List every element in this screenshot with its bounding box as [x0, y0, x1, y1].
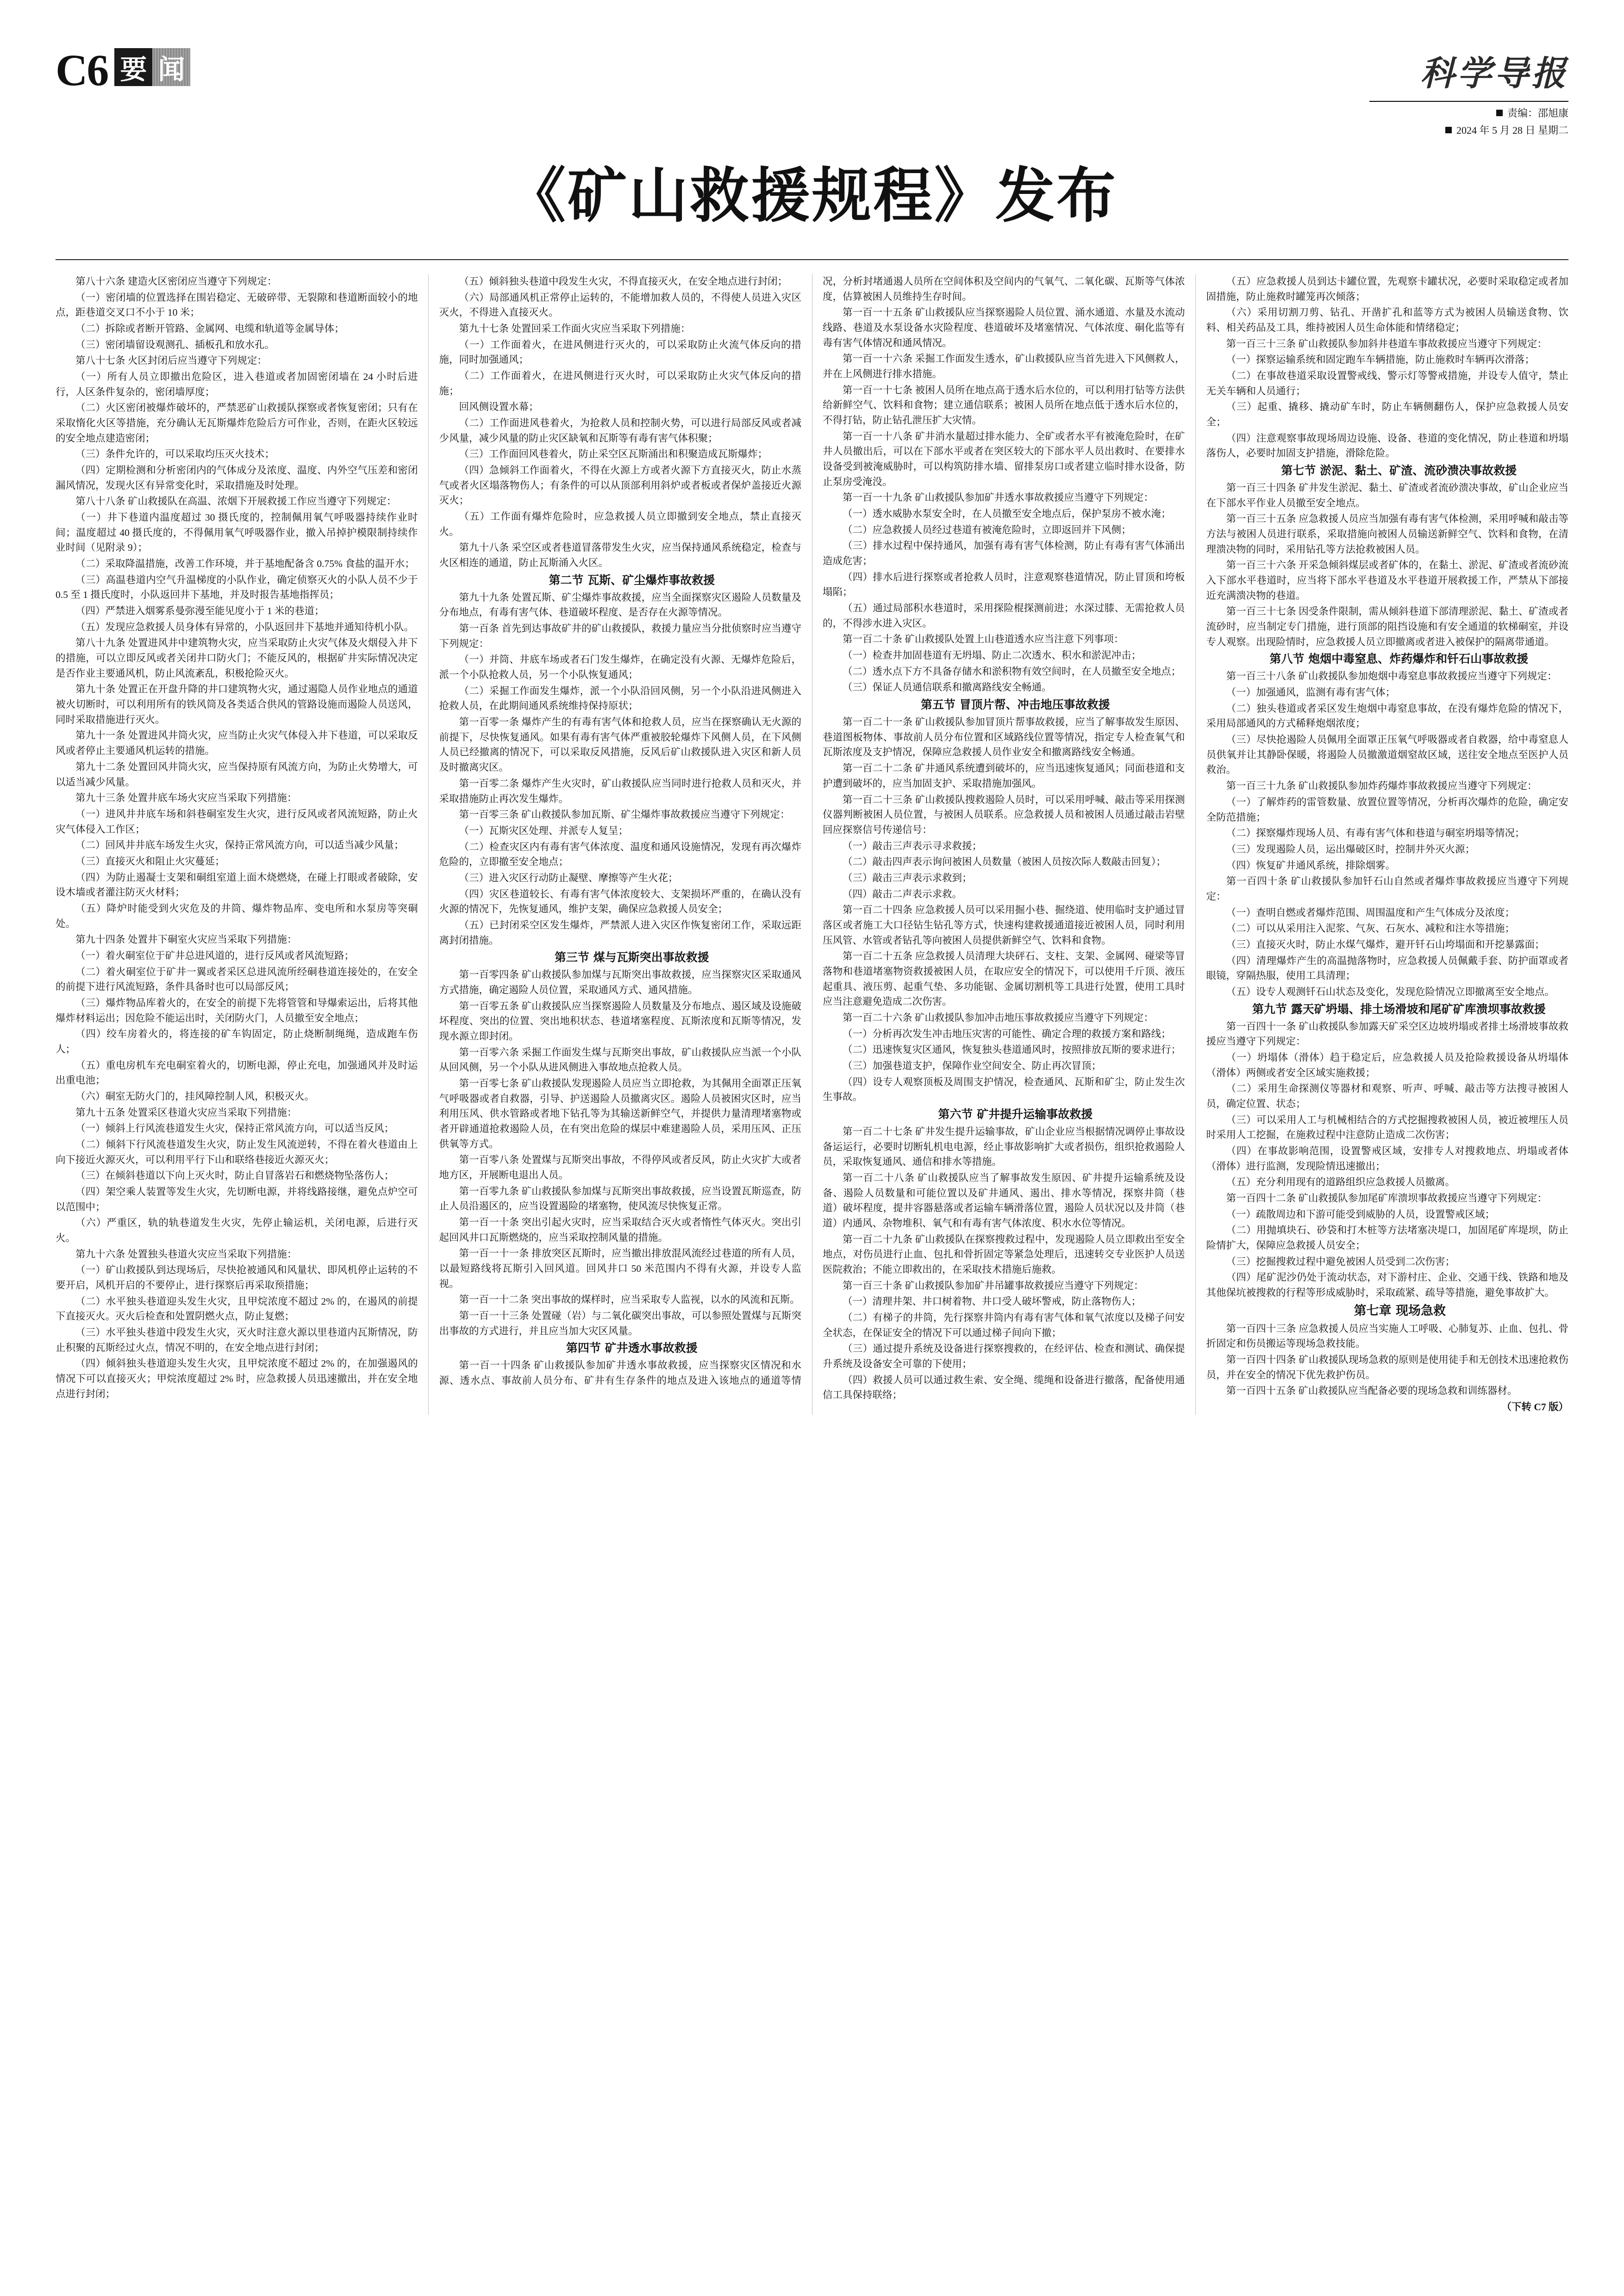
editor-line [1369, 101, 1568, 120]
masthead-left [56, 42, 190, 93]
section-char-2: 闻 [152, 48, 190, 86]
article-paragraph: 第八十九条 处置进风井中建筑物火灾，应当采取防止火灾气体及火烟侵入井下的措施，可以立即反风或者关闭井口防火门；不能反风的，根据矿井实际情况决定是否作业主要通风机，防止风流紊乱，积极抢险灭火。 [56, 637, 418, 679]
section-heading: 第八节 炮烟中毒窒息、炸药爆炸和钎石山事故救援 [1269, 652, 1529, 666]
article-paragraph: 第一百三十八条 矿山救援队参加炮烟中毒窒息事故救援应当遵守下列规定： [1226, 671, 1557, 682]
article-paragraph: （四）倾斜独头巷道迎头发生火灾，且甲烷浓度不超过 2% 的，在加强遏风的情况下可以直接灭火；甲烷浓度超过 2% 时，应急救援人员迅速撤出，并在安全地点进行封闭； [56, 1358, 418, 1400]
article-paragraph: （四）恢复矿井通风系统，排除烟雾。 [1226, 859, 1396, 871]
article-paragraph: 第一百零六条 采掘工作面发生煤与瓦斯突出事故，矿山救援队应当派一个小队从回风侧，另一个小队从进风侧进入事故地点抢救人员。 [439, 1046, 801, 1073]
article-paragraph: （三）保证人员通信联系和撤离路线安全畅通。 [843, 682, 1052, 693]
article-paragraph: 第一百一十一条 排放突区瓦斯时，应当撤出排放混风流经过巷道的所有人员，以最短路线将瓦斯引入回风道。回风井口 50 米范围内不得有火源，并设专人监视。 [439, 1248, 801, 1289]
article-paragraph: （四）在事故影响范围，设置警戒区域，安排专人对搜救地点、坍塌或者体（滑体）进行监测，发现险情迅速撤出； [1206, 1145, 1568, 1172]
article-paragraph: 第一百二十五条 应急救援人员清理大块砰石、支柱、支架、金属网、碰梁等冒落物和巷道堵塞物资救援被困人员，在取应安全的情况下，可以使用千斤顶、液压起重具、液压剪、起重气垫、多功能锯、金属切割机等工具进行处置，使用工具时应当注意避免造成二次伤害。 [823, 951, 1185, 1008]
article-paragraph: 第一百四十条 矿山救援队参加钎石山自然或者爆炸事故救援应当遵守下列规定： [1206, 876, 1568, 902]
masthead-right [1369, 42, 1568, 137]
article-paragraph: 第九十四条 处置井下硐室火灾应当采取下列措施： [75, 934, 297, 946]
article-paragraph: （五）工作面有爆炸危险时，应急救援人员立即撤到安全地点，禁止直接灭火。 [439, 511, 801, 537]
article-paragraph: 第一百四十四条 矿山救援队现场急救的原则是使用徒手和无创技术迅速抢救伤员，并在安全的情况下优先救护伤员。 [1206, 1354, 1568, 1381]
article-paragraph: 第一百零四条 矿山救援队参加煤与瓦斯突出事故救援，应当探察灾区采取通风方式措施，确定遏险人员位置，采取通风方式、通风措施。 [439, 969, 801, 996]
article-paragraph: 第一百四十五条 矿山救援队应当配备必要的现场急救和训练器材。 [1226, 1385, 1518, 1397]
article-paragraph: （三）直接灭火和阻止火灾蔓延； [75, 855, 225, 867]
article-paragraph: 第一百二十条 矿山救援队处置上山巷道透水应当注意下列事项： [843, 634, 1124, 645]
article-paragraph: （四）注意观察事故现场周边设施、设备、巷道的变化情况，防止巷道和坍塌落伤人，必要时加固支护措施，滑除危险。 [1206, 432, 1568, 459]
article-paragraph: 第一百一十三条 处置碰（岩）与二氧化碳突出事故，可以参照处置煤与瓦斯突出事故的方式进行，并且应当加大灾区风量。 [439, 1310, 801, 1337]
article-paragraph: （四）定期检测和分析密闭内的气体成分及浓度、温度、内外空气压差和密闭漏风情况，发现火区有异常变化时，采取措施及时处理。 [56, 465, 418, 491]
article-paragraph: （三）爆炸物品库着火的，在安全的前提下先将管管和导爆索运出，后将其他爆炸材料运出；因危险不能运出时，关闭防火门，人员撤至安全地点； [56, 997, 418, 1024]
article-paragraph: （五）已封闭采空区发生爆炸，严禁派人进入灾区作恢复密闭工作，采取远距离封闭措施。 [439, 919, 801, 946]
article-paragraph: （三）工作面回风巷着火，防止采空区瓦斯涌出和积聚造成瓦斯爆炸； [459, 448, 768, 460]
article-paragraph: 第九十三条 处置井底车场火灾应当采取下列措施： [75, 792, 297, 804]
article-paragraph: （一）检查井加固巷道有无坍塌、防止二次透水、积水和淤泥冲击； [843, 650, 1142, 661]
article-paragraph: （四）灾区巷道较长、有毒有害气体浓度较大、支架损坏严重的，在确认没有火源的情况下，先恢复通风，维护支架，确保应急救援人员安全； [439, 888, 801, 915]
article-paragraph: （一）着火硐室位于矿井总进风道的，进行反风或者风流短路； [75, 950, 355, 961]
article-paragraph: 第一百二十六条 矿山救援队参加冲击地压事故救援应当遵守下列规定： [843, 1012, 1154, 1023]
article-paragraph: （六）严重区，轨的轨巷道发生火灾，先停止输运机，关闭电源，后进行灭火。 [56, 1217, 418, 1244]
article-paragraph: 第一百二十二条 矿井通风系统遭到破坏的，应当迅速恢复通风；同面巷道和支护遭到破坏的，应当加固支护、采取措施加强风。 [823, 763, 1185, 789]
section-badge [114, 48, 190, 86]
article-paragraph: （三）在倾斜巷道以下向上灭火时，防止自冒落岩石和燃烧物坠落伤人； [75, 1170, 394, 1182]
article-paragraph: （二）火区密闭被爆炸破坏的，严禁恶矿山救援队探察或者恢复密闭；只有在采取惰化火区等措施，充分确认无瓦斯爆炸危险后方可作业，否则，在距火区较远的安全地点建造密闭； [56, 402, 418, 444]
article-paragraph: 第一百二十九条 矿山救援队在探察搜救过程中，发现遏险人员立即救出至安全地点，对伤员进行止血、包扎和骨折固定等紧急处理后，迅速转交专业医护人员送医院救治；不能立即救出的，在采取技术措施后施救。 [823, 1233, 1185, 1275]
article-paragraph: （一）密闭墙的位置选择在围岩稳定、无破碎带、无裂隙和巷道断面较小的地点，距巷道交叉口不小于 10 米； [56, 292, 418, 318]
article-paragraph: （四）排水后进行探察或者抢救人员时，注意观察巷道情况，防止冒顶和垮板塌陷； [823, 571, 1185, 598]
section-heading: 第九节 露天矿坍塌、排土场滑坡和尾矿矿库溃坝事故救援 [1252, 1002, 1546, 1016]
article-paragraph: 第九十条 处置正在开盘升降的井口建筑物火灾，通过遏隐人员作业地点的通道被火切断时，可以利用所有的铁风筒及各类适合供风的管路设施而遏险人员送风，同时采取措施进行灭火。 [56, 684, 418, 725]
article-paragraph: （一）进风井井底车场和斜巷硐室发生火灾，进行反风或者风流短路，防止火灾气体侵入工作区； [56, 808, 418, 835]
article-paragraph: （二）拆除或者断开管路、金属网、电缆和轨道等金属导体； [75, 323, 344, 335]
article-paragraph: （一）探察运输系统和固定跑车车辆措施，防止施救时车辆再次滑落； [1226, 354, 1535, 366]
article-paragraph: （一）疏散周边和下游可能受到威胁的人员，设置警戒区域； [1226, 1208, 1495, 1220]
square-bullet-icon [1496, 110, 1503, 116]
article-columns [56, 274, 1568, 1415]
article-paragraph: （二）敲击四声表示询问被困人员数量（被困人员按次际人数敲击回复）； [843, 856, 1166, 868]
divider [56, 259, 1568, 260]
article-paragraph: 第一百一十二条 突出事故的煤样时，应当采取专人监视，以水的风流和瓦斯。 [459, 1294, 800, 1306]
article-paragraph: 第一百四十二条 矿山救援队参加尾矿库溃坝事故救援应当遵守下列规定： [1226, 1192, 1547, 1204]
article-paragraph: （五）应急救援人员到达卡罐位置，先观察卡罐状况，必要时采取稳定或者加固措施，防止施救时罐笼再次倾落； [1206, 276, 1568, 302]
article-paragraph: （六）局部通风机正常停止运转的，不能增加救人员的，不得使人员进入灾区灭火，不得进入直接灭火。 [439, 292, 801, 318]
section-heading: 第四节 矿井透水事故救援 [566, 1341, 698, 1355]
article-paragraph: （三）挖掘搜救过程中避免被困人员受到二次伤害； [1226, 1256, 1455, 1267]
masthead [56, 42, 1568, 136]
article-paragraph: （二）可以从采用注入泥浆、气灰、石灰水、减粒和注水等措施； [1226, 923, 1515, 934]
article-paragraph: 第九十九条 处置瓦斯、矿尘爆炸事故救援，应当全面探察灾区遏险人员数量及分布地点，有毒有害气体、巷道破坏程度、是否存在火源等情况。 [439, 591, 801, 618]
section-heading: 第七节 淤泥、黏土、矿渣、流砂溃决事故救援 [1281, 464, 1517, 478]
article-paragraph: 第一百三十四条 矿井发生淤泥、黏土、矿渣或者流砂溃决事故，矿山企业应当在下部水平作业人员撤至安全地点。 [1206, 482, 1568, 509]
article-paragraph: 第一百一十五条 矿山救援队应当探察遏险人员位置、涌水通道、水量及水流动线路、巷道及水泵设备水灾险程度、巷道破坏及堵塞情况、气体浓度、硐化监等有毒有害气体情况和通风情况。 [823, 307, 1185, 348]
article-paragraph: （一）所有人员立即撤出危险区，进入巷道或者加固密闭墙在 24 小时后进行，人区条件复杂的，密闭墙厚度； [56, 371, 418, 398]
article-paragraph: 第一百四十三条 应急救援人员应当实施人工呼吸、心肺复苏、止血、包扎、骨折固定和伤员搬运等现场急救技能。 [1206, 1323, 1568, 1350]
article-paragraph: （二）用抛填块石、砂袋和打木桩等方法堵塞决堤口，加固尾矿库堤坝，防止险情扩大，保障应急救援人员安全； [1206, 1225, 1568, 1251]
article-paragraph: （一）倾斜上行风流巷道发生火灾，保持正常风流方向，可以适当反风； [75, 1123, 394, 1134]
article-paragraph: 第九十八条 采空区或者巷道冒落带发生火灾，应当保持通风系统稳定，检查与火区相连的通道，防止瓦斯涌入火区。 [439, 542, 801, 569]
article-paragraph: （五）发现应急救援人员身体有异常的，小队返回井下基地并通知待机小队。 [75, 621, 414, 633]
article-paragraph: （三）可以采用人工与机械相结合的方式挖掘搜救被困人员，被近被埋压人员时采用人工挖掘，在施救过程中注意防止造成二次伤害； [1206, 1114, 1568, 1141]
article-paragraph: 第九十六条 处置独头巷道火灾应当采取下列措施： [75, 1248, 297, 1260]
article-paragraph: 第八十六条 建造火区密闭应当遵守下列规定： [75, 276, 277, 287]
article-paragraph: （二）迅速恢复灾区通风，恢复独头巷道通风时，按照排放瓦斯的要求进行； [843, 1044, 1181, 1056]
article-paragraph: 第一百三十九条 矿山救援队参加炸药爆炸事故救援应当遵守下列规定： [1226, 780, 1537, 792]
brand-title: 科学导报 [1420, 54, 1568, 93]
article-paragraph: 第一百零七条 矿山救援队发现遏险人员应当立即抢救，为其佩用全面罩正压氧气呼吸器或者自救器，引导、护送遏险人员撤离灾区。遏险人员被困灾区时，应当利用压风、供水管路或者地下钻孔等为其输送新鲜空气，并提供力量清理堵塞物或者开辟通道抢救遏险人员，在有突出危险的煤层中难建遏险人员，采用压风、正压供氧等方式。 [439, 1077, 801, 1150]
article-paragraph: （二）在事故巷道采取设置警戒线、警示灯等警戒措施，并设专人值守，禁止无关车辆和人员通行； [1206, 370, 1568, 397]
article-paragraph: （一）坍塌体（滑体）趋于稳定后，应急救援人员及抢险救援设备从坍塌体（滑体）两侧或者安全区域实施救援； [1206, 1052, 1568, 1078]
article-paragraph: 第一百二十四条 应急救援人员可以采用掘小巷、掘绕道、使用临时支护通过冒落区或者施工大口径钻生钻孔等方式，快速构建救援通道接近被困人员，同时利用压风管、水管或者钻孔等向被困人员提供新鲜空气、饮料和食物。 [823, 904, 1185, 946]
article-paragraph: （五）倾斜独头巷道中段发生火灾，不得直接灭火，在安全地点进行封闭； [459, 276, 788, 287]
article-paragraph: 第一百四十一条 矿山救援队参加露天矿采空区边坡坍塌或者排土场滑坡事故救援应当遵守下列规定： [1206, 1020, 1568, 1047]
article-paragraph: 第一百零三条 矿山救援队参加瓦斯、矿尘爆炸事故救援应当遵守下列规定： [459, 809, 790, 821]
article-paragraph: （二）水平独头巷道迎头发生火灾，且甲烷浓度不超过 2% 的，在遏风的前提下直接灭火。灭火后检查和处置阴燃火点，防止复燃； [56, 1295, 418, 1322]
article-paragraph: 第八十八条 矿山救援队在高温、浓烟下开展救援工作应当遵守下列规定： [75, 496, 397, 507]
article-paragraph: （二）应急救援人员经过巷道有被淹危险时，立即返回并下风侧； [843, 524, 1131, 535]
article-paragraph: （五）降炉时能受到火灾危及的井筒、爆炸物品库、变电所和水泵房等突硐处。 [56, 902, 418, 929]
article-paragraph: 第一百一十六条 采掘工作面发生透水，矿山救援队应当首先进入下风侧救人，并在上风侧进行排水措施。 [823, 353, 1185, 380]
article-paragraph: 回风侧设置水幕； [459, 401, 539, 413]
article-paragraph: （三）发现遏险人员，运出爆破区时，控制井外灭火源； [1226, 843, 1475, 855]
article-paragraph: （一）查明自燃或者爆炸范围、周围温度和产生气体成分及浓度； [1226, 907, 1515, 918]
article-paragraph: 第一百三十五条 应急救援人员应当加强有毒有害气体检测，采用呼喊和敲击等方法与被困人员进行联系，采取措施向被困人员输送新鲜空气、饮料和食物，在清理溃决物的同时，采用钻孔等方法抢救被困人员。 [1206, 513, 1568, 555]
article-paragraph: （二）透水点下方不具备存储水和淤积物有效空间时，在人员撤至安全地点； [843, 666, 1181, 677]
article-paragraph: （四）清理爆炸产生的高温抛落物时，应急救援人员佩戴手套、防护面罩或者眼镜，穿隔热服，使用工具清理； [1206, 955, 1568, 982]
article-paragraph: （五）通过局部积水巷道时，采用探险棍探测前进；水深过膝、无需抢救人员的，不得涉水进入灾区。 [823, 603, 1185, 629]
article-paragraph: 第九十七条 处置回采工作面火灾应当采取下列措施： [459, 323, 691, 335]
article-paragraph: 第九十一条 处置进风井筒火灾，应当防止火灾气体侵入井下巷道，可以采取反风或者停止主要通风机运转的措施。 [56, 730, 418, 757]
article-paragraph: （四）绞车房着火的，将连接的矿车钩固定，防止烧断制绳绳，造成跑车伤人； [56, 1028, 418, 1055]
article-paragraph: （二）独头巷道或者采区发生炮烟中毒窒息事故，在没有爆炸危险的情况下，采用局部通风的方式稀释炮烟浓度； [1206, 703, 1568, 729]
article-paragraph: 第八十七条 火区封闭后应当遵守下列规定： [75, 355, 267, 367]
article-paragraph: 第一百一十四条 矿山救援队参加矿井透水事故救援，应当探察灾区情况和水源、透水点、事故前人员分布、矿井有生存条件的地点及进入该地点的通道等情况，分析封堵通遏人员所在空间体积及空间内的气氧气、二氧化碳、瓦斯等气体浓度，估算被困人员维持生存时间。 [439, 276, 1185, 1387]
article-paragraph: 第一百二十七条 矿井发生提升运输事故，矿山企业应当根据情况调停止事故设备运运行，必要时切断轧机电电源，经止事故影响扩大或者损伤，组织抢救遏险人员，采取恢复通风、通信和排水等措施。 [823, 1126, 1185, 1168]
article-paragraph: （六）采用切割刀剪、钻孔、开凿扩孔和蓝等方式为被困人员输送食物、饮料、相关药品及工具，维持被困人员生命体能和情绪稳定； [1206, 307, 1568, 334]
article-paragraph: （二）工作面进风巷着火，为抢救人员和控制火势，可以进行局部反风或者减少风量，减少风量的防止灾区缺氧和瓦斯等有毒有害气体积聚； [439, 417, 801, 444]
article-paragraph: （一）分析再次发生冲击地压灾害的可能性、确定合理的救援方案和路线； [843, 1028, 1171, 1039]
article-paragraph: （二）工作面着火，在进风侧进行灭火时，可以采取防止火灾气体反向的措施； [439, 370, 801, 397]
article-paragraph: （四）严禁进入烟雾系曼弥漫至能见度小于 1 米的巷道； [75, 605, 325, 617]
article-paragraph: 第九十五条 处置采区巷道火灾应当采取下列措施： [75, 1107, 297, 1118]
article-paragraph: （三）排水过程中保持通风，加强有毒有害气体检测，防止有毒有害气体涌出造成危害； [823, 540, 1185, 567]
article-paragraph: （二）有梯子的井筒，先行探察井筒内有毒有害气体和氧气浓度以及梯子问安全状态，在保证安全的情况下可以通过梯子间向下撤； [823, 1312, 1185, 1338]
article-paragraph: 第一百一十条 突出引起火灾时，应当采取结合灭火或者惰性气体灭火。突出引起回风井口瓦斯燃烧的，应当采取控制风量的措施。 [439, 1216, 801, 1243]
article-paragraph: （一）井下巷道内温度超过 30 摄氏度的，控制佩用氧气呼吸器持续作业时间；温度超过 40 摄氏度的，不得佩用氧气呼吸器作业，撤入吊掉护模限制持续作业时间（见附录 9）； [56, 512, 418, 554]
article-paragraph: （五）充分利用现有的道路组织应急救援人员撤离。 [1226, 1176, 1455, 1188]
article-paragraph: （三）条件允许的，可以采取均压灭火技术； [75, 448, 275, 460]
article-paragraph: （三）加强巷道支护，保障作业空间安全、防止再次冒顶； [843, 1060, 1102, 1071]
article-paragraph: （二）采用生命探测仪等器材和观察、听声、呼喊、敲击等方法搜寻被困人员，确定位置、状态； [1206, 1083, 1568, 1109]
square-bullet-icon [1445, 127, 1452, 133]
section-heading: 第三节 煤与瓦斯突出事故救援 [554, 951, 709, 964]
article-paragraph: （三）高温巷道内空气升温梯度的小队作业，确定侦察灭火的小队人员不少于 0.5 至 1 摄氏度时，小队返回井下基地，并及时报告基地指挥员； [56, 574, 418, 601]
section-heading: 第二节 瓦斯、矿尘爆炸事故救援 [549, 573, 715, 587]
article-paragraph: （四）敲击二声表示求救。 [843, 888, 962, 900]
article-paragraph: （三）密闭墙留设观测孔、插板孔和放水孔。 [75, 339, 275, 350]
section-heading: 第六节 矿井提升运输事故救援 [938, 1107, 1093, 1121]
article-paragraph: 第一百二十八条 矿山救援队应当了解事故发生原因、矿井提升运输系统及设备、遏险人员数量和可能位置以及矿井通风、遏出、排水等情况，探察井筒（巷道）破坏程度，提井容器悬落或者运输车辆滑落位置，遏险人员状况以及井筒（巷道）内通风、杂物堆积、氧气和有毒有害气体浓度、积水水位等情况。 [823, 1172, 1185, 1229]
article-paragraph: 第一百一十九条 矿山救援队参加矿井透水事故救援应当遵守下列规定： [843, 492, 1154, 504]
article-paragraph: （三）起重、撬移、撬动矿车时，防止车辆侧翻伤人，保护应急救援人员安全； [1206, 401, 1568, 428]
article-paragraph: 第一百零五条 矿山救援队应当探察遏险人员数量及分布地点、遏区域及设施破坏程度、突出的位置、突出地积状态、巷道堵塞程度、瓦斯浓度和瓦斯等情况，发现水源立即封闭。 [439, 1000, 801, 1042]
article-paragraph: 第九十二条 处置回风井筒火灾，应当保持原有风流方向，为防止火势增大，可以适当减少风量。 [56, 761, 418, 788]
article-paragraph: （一）并筒、井底车场或者石门发生爆炸，在确定没有火源、无爆炸危险后，派一个小队抢救人员，另一个小队恢复通风； [439, 654, 801, 681]
continuation-note: （下转 C7 版） [1501, 1401, 1568, 1413]
article-paragraph: 第一百条 首先到达事故矿井的矿山救援队，救援力量应当分批侦察时应当遵守下列规定： [439, 623, 801, 649]
article-paragraph: （一）透水威胁水泵安全时，在人员撤至安全地点后，保护泵房不被水淹； [843, 508, 1171, 520]
section-heading: 第五节 冒顶片帮、冲击地压事故救援 [920, 698, 1110, 712]
article-paragraph: （二）采掘工作面发生爆炸，派一个小队沿回风侧，另一个小队沿进风侧进入抢救人员，在此期间通风系统维持保持原状； [439, 685, 801, 712]
date-line [1369, 123, 1568, 137]
article-paragraph: 第一百零一条 爆炸产生的有毒有害气体和抢救人员，应当在探察确认无火源的前提下，尽快恢复通风。如果有毒有害气体严重被胶轮爆炸下风侧人员，在下风侧人员已经撤离的情况下，可以采取反风措施，反风后矿山救援队进入灾区和新人员及时撤离灾区。 [439, 716, 801, 773]
article-paragraph: （二）倾斜下行风流巷道发生火灾，防止发生风流逆转，不得在着火巷道由上向下接近火源灭火，可以利用平行下山和联络巷接近火源灭火； [56, 1139, 418, 1165]
article-paragraph: 第一百二十一条 矿山救援队参加冒顶片帮事故救援，应当了解事故发生原因、巷道图板物体、事故前人员分布位置和区域路线位置等情况，指定专人检查氧气和瓦斯浓度及支护情况，保障应急救援人员作业安全和撤离路线安全畅通。 [823, 716, 1185, 758]
article-paragraph: （一）瓦斯灾区处理、并派专人复呈； [459, 825, 629, 836]
article-paragraph: （一）加强通风，监测有毒有害气体； [1226, 687, 1396, 698]
article-paragraph: 第一百三十七条 因受条件限制，需从倾斜巷道下部清理淤泥、黏土、矿渣或者流砂时，应当制定专门措施，进行顶部的阻挡设施和有安全通道的软梯硐室，并设专人观察。出现险情时，应急救援人员立即撤离或者进入被保护的隔离带通道。 [1206, 606, 1568, 647]
article-paragraph: （三）进入灾区行动防止凝壁、摩擦等产生火花； [459, 872, 678, 884]
article-paragraph: （二）探察爆炸现场人员、有毒有害气体和巷道与硐室坍塌等情况； [1226, 828, 1525, 839]
article-paragraph: 第一百三十条 矿山救援队参加矿井吊罐事故救援应当遵守下列规定： [843, 1280, 1144, 1291]
article-paragraph: 第一百零二条 爆炸产生火灾时，矿山救援队应当同时进行抢救人员和灭火，并采取措施防止再次发生爆炸。 [439, 778, 801, 804]
date-label: 2024 年 5 月 28 日 星期二 [1456, 124, 1568, 136]
article-paragraph: （三）通过提升系统及设备进行探察搜救的，在经评估、检查和测试、确保提升系统及设备安全可靠的下使用； [823, 1343, 1185, 1370]
article-paragraph: （二）着火硐室位于矿井一翼或者采区总进风流所经硐巷道连接处的，在安全的前提下进行风流短路，条件具备时也可以局部反风； [56, 966, 418, 993]
article-paragraph: （一）了解炸药的雷管数量、放置位置等情况，分析再次爆炸的危险，确定安全防范措施； [1206, 796, 1568, 823]
article-paragraph: （一）矿山救援队到达现场后，尽快抢被通风和风量状、即风机停止运转的不要开启，风机开启的不要停止，进行探察后再采取预措施； [56, 1264, 418, 1291]
editor-label: 责编：邵旭康 [1507, 107, 1568, 119]
article-paragraph: （四）为防止遏凝士支架和硐组室道上面木烧燃烧，在碰上打眼或者破除，安设木墙或者灌注防灭火材料； [56, 871, 418, 898]
article-paragraph: 第一百三十三条 矿山救援队参加斜井巷道车事故救援应当遵守下列规定： [1226, 338, 1547, 349]
article-paragraph: （四）架空乘人装置等发生火灾，先切断电源，并将线路接继，避免点炉空可以范围中； [56, 1186, 418, 1213]
article-paragraph: （二）回风井井底车场发生火灾，保持正常风流方向，可以适当减少风量； [75, 840, 404, 851]
article-paragraph: 第一百三十六条 开采急倾斜煤层或者矿体的，在黏土、淤泥、矿渣或者流砂流入下部水平巷道时，应当将下部水平巷道及水平巷道开展救援工作，严禁从下部接近充满溃决物的巷道。 [1206, 560, 1568, 601]
article-paragraph: （三）直接灭火时，防止水煤气爆炸，避开钎石山垮塌面和开挖暴露面； [1226, 939, 1545, 950]
article-paragraph: （五）重电房机车充电硐室着火的，切断电源，停止充电，加强通风并及时运出重电池； [56, 1059, 418, 1086]
article-paragraph: 第一百零八条 处置煤与瓦斯突出事故，不得停风或者反风，防止火灾扩大或者地方区，开展断电退出人员。 [439, 1154, 801, 1181]
article-paragraph: （五）设专人观测钎石山状态及变化，发现危险情况立即撤离至安全地点。 [1226, 986, 1555, 997]
article-paragraph: 第一百一十七条 被困人员所在地点高于透水后水位的，可以利用打钻等方法供给新鲜空气、饮料和食物；建立通信联系；被困人员所在地点低于透水后水位的，不得打钻，防止钻孔泄压扩大灾情。 [823, 384, 1185, 426]
article-paragraph: 第一百一十八条 矿井消水量超过排水能力、全矿或者水平有被淹危险时，在矿井人员撤出后，可以在下部水平或者在突区较大的下部水平人员出救时、在要排水设备受到被淹威胁时，可以构筑防排水墙、留排泵房口或者建立临时排水设备，防止泵房受淹没。 [823, 430, 1185, 487]
article-paragraph: （一）敲击三声表示寻求救援； [843, 840, 982, 852]
article-paragraph: （一）工作面着火，在进风侧进行灭火的，可以采取防止火流气体反向的措施，同时加强通风； [439, 339, 801, 366]
article-paragraph: （四）设专人观察顶板及周围支护情况，检查通风、瓦斯和矿尘，防止发生次生事故。 [823, 1076, 1185, 1103]
article-paragraph: （二）采取降温措施，改善工作环境，并于基地配备含 0.75% 食盐的温开水； [75, 558, 415, 570]
section-char-1: 要 [114, 48, 152, 86]
page-title: 《矿山救援规程》发布 [506, 162, 1118, 230]
article-paragraph: （六）硐室无防火门的，挂风障控制人风，积极灭火。 [75, 1090, 315, 1102]
chapter-heading: 第七章 现场急救 [1354, 1303, 1446, 1318]
article-paragraph: （三）敲击三声表示求救到； [843, 872, 972, 884]
article-paragraph: 第一百零九条 矿山救援队参加煤与瓦斯突出事故救援，应当设置瓦斯巡查，防止人员沿遏区的，应当设置遏险的堵塞物，使风流尽快恢复正常。 [439, 1185, 801, 1212]
article-paragraph: （四）急倾斜工作面着火，不得在火源上方或者火源下方直接灭火，防止水蒸气或者火区塌落物伤人；有条件的可以从顶部利用斜炉或者板或者保炉盖接近火源灭火； [439, 465, 801, 506]
article-paragraph: 第一百二十三条 矿山救援队搜救遏险人员时，可以采用呼喊、敲击等采用探测仪器判断被困人员位置，与被困人员联系。应急救援人员和被困人员通过敲击岩壁回应探察信号传递信号： [823, 794, 1185, 835]
article-paragraph: （四）尾矿泥沙仍处于流动状态，对下游村庄、企业、交通干线、铁路和地及其他保坑被搜救的行程等形成威胁时，采取疏紧、疏导等措施，避免事故扩大。 [1206, 1272, 1568, 1298]
article-paragraph: （二）检查灾区内有毒有害气体浓度、温度和通风设施情况，发现有再次爆炸危险的，立即撤至安全地点； [439, 841, 801, 868]
article-paragraph: （四）救援人员可以通过救生索、安全绳、缆绳和设备进行撤落，配备使用通信工具保持联络； [823, 1374, 1185, 1401]
article-paragraph: （三）水平独头巷道中段发生火灾，灭火时注意火源以里巷道内瓦斯情况，防止积聚的瓦斯经过火点，情况不明的，在安全地点进行封闭； [56, 1327, 418, 1353]
article-paragraph: （一）清理井架、井口树着物、井口受人破坏警戒，防止落物伤人； [843, 1296, 1142, 1307]
article-paragraph: （三）尽快抢遏险人员佩用全面罩正压氧气呼吸器或者自救器，给中毒窒息人员供氧并让其静卧保暖，将遏险人员撤激道烟窒故区域，送往安全地点至医护人员救治。 [1206, 734, 1568, 776]
page-number: C6 [56, 45, 108, 95]
